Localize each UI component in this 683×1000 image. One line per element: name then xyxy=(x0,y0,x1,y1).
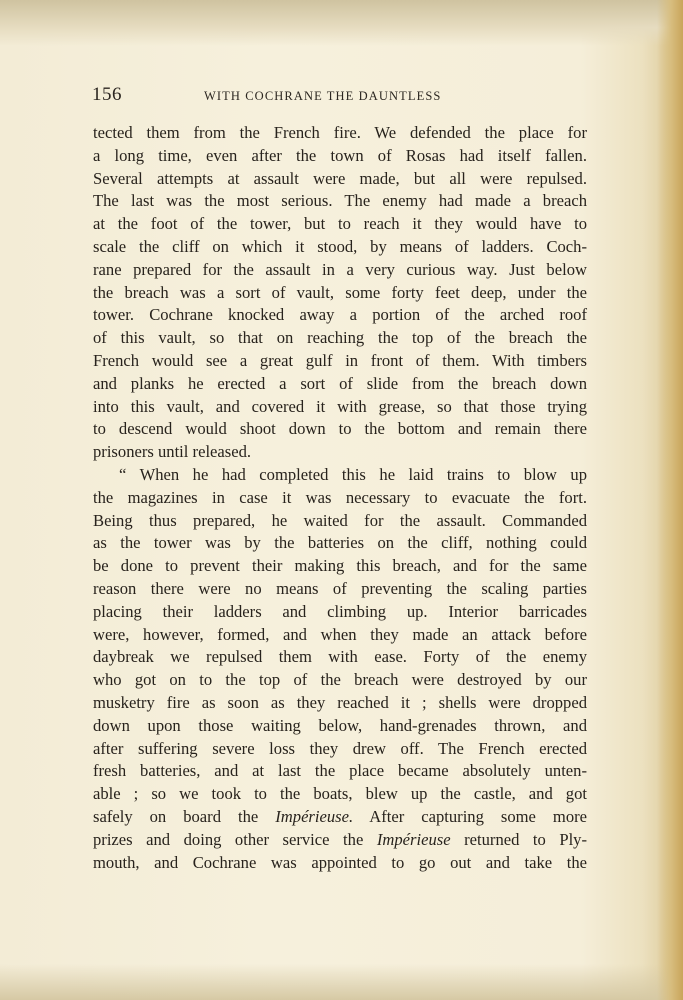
text-line: the magazines in case it was necessary to evacuate the fort. xyxy=(93,487,587,507)
paragraph-end-line: prisoners until released. xyxy=(93,442,252,462)
text-line: and planks he erected a sort of slide from the breach down xyxy=(93,373,587,393)
page-edge-shadow xyxy=(657,0,683,1000)
text-line-with-ship-name xyxy=(93,829,587,852)
text-line: scale the cliff on which it stood, by means of ladders. Coch- xyxy=(93,236,587,256)
text-line: fresh batteries, and at last the place became absolutely unten- xyxy=(93,761,587,781)
text-line: Being thus prepared, he waited for the assault. Commanded xyxy=(93,510,587,530)
text-line: rane prepared for the assault in a very curious way. Just below xyxy=(93,259,587,279)
text-line: into this vault, and covered it with grease, so that those trying xyxy=(93,396,587,416)
page-top-shadow xyxy=(0,0,683,46)
text-line: The last was the most serious. The enemy had made a breach xyxy=(93,191,587,211)
running-head: WITH COCHRANE THE DAUNTLESS xyxy=(204,89,442,103)
line-text-before: prizes and doing other service the xyxy=(93,829,364,849)
ship-name: Impérieuse xyxy=(376,829,451,849)
text-line: daybreak we repulsed them with ease. Forty of the enemy xyxy=(93,647,587,667)
text-line: a long time, even after the town of Rosas had itself fallen. xyxy=(93,145,587,165)
text-line: tected them from the French fire. We defended the place for xyxy=(93,123,587,142)
text-line: the breach was a sort of vault, some forty feet deep, under the xyxy=(93,282,587,302)
text-line: musketry fire as soon as they reached it ; shells were dropped xyxy=(93,692,587,712)
text-line: mouth, and Cochrane was appointed to go out and take the xyxy=(93,852,587,872)
text-line: at the foot of the tower, but to reach it they would have to xyxy=(93,214,587,234)
text-line: able ; so we took to the boats, blew up the castle, and got xyxy=(93,784,587,804)
page-header xyxy=(92,84,587,106)
text-line: down upon those waiting below, hand-grenades thrown, and xyxy=(93,715,587,735)
page-bottom-shadow xyxy=(0,964,683,1000)
line-text-after: After capturing some more xyxy=(369,806,588,826)
ship-name: Impérieuse. xyxy=(275,806,354,826)
text-line: to descend would shoot down to the bottom and remain there xyxy=(93,419,587,439)
text-line: as the tower was by the batteries on the cliff, nothing could xyxy=(93,533,587,553)
text-line-with-ship-name xyxy=(93,806,587,829)
text-line: placing their ladders and climbing up. Interior barricades xyxy=(93,601,587,621)
text-line: who got on to the top of the breach were destroyed by our xyxy=(93,670,587,690)
text-line: were, however, formed, and when they made an attack before xyxy=(93,624,587,644)
body-text xyxy=(93,122,587,874)
text-line: Several attempts at assault were made, but all were repulsed. xyxy=(93,168,587,188)
text-line: after suffering severe loss they drew off. The French erected xyxy=(93,738,587,758)
text-line: of this vault, so that on reaching the top of the breach the xyxy=(93,328,587,348)
text-line: French would see a great gulf in front of them. With timbers xyxy=(93,350,587,370)
page-number: 156 xyxy=(92,84,122,105)
text-line: be done to prevent their making this breach, and for the same xyxy=(93,556,587,576)
text-line: reason there were no means of preventing the scaling parties xyxy=(93,578,587,598)
line-text-before: safely on board the xyxy=(93,806,259,826)
line-text-after: returned to Ply- xyxy=(464,829,588,849)
paragraph-start-line: “ When he had completed this he laid trains to blow up xyxy=(119,464,587,484)
text-line: tower. Cochrane knocked away a portion of the arched roof xyxy=(93,305,587,325)
